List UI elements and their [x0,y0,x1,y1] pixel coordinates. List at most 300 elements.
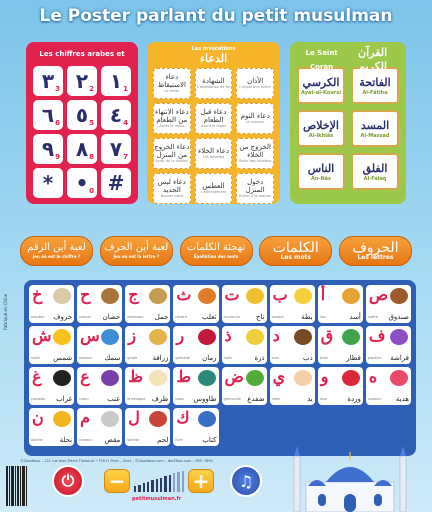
letter-word-fr: cheval [79,315,91,319]
letter-word-fr: papillon [367,356,382,360]
letter-word-fr: couronne [223,315,240,319]
numbers-panel [26,42,138,204]
letter-word-ar: نحلة [59,436,73,444]
number-symbol: ٣ [41,69,55,93]
letter-word [31,354,72,362]
dua-label-ar: دعاء الخروج من المنزل [154,143,190,159]
letter-word [31,313,72,321]
number-symbol: # [107,171,125,195]
letter-word-fr: corbeau [31,397,46,401]
letter-word [320,313,361,321]
letter-button[interactable] [173,367,218,405]
dua-label-fr: Sortir des toilettes [238,159,272,163]
volume-down-button[interactable] [104,469,130,493]
dua-label-ar: دعاء لبس الجديد [157,178,186,194]
letter-word [224,354,265,362]
brand-text: petitmusulman.fr [132,496,182,502]
letter-word-fr: rose [319,397,328,401]
number-symbol: ٥ [75,103,89,127]
letter-word-ar: رمان [202,354,217,362]
letter-word-ar: كتاب [202,436,217,444]
dua-label-ar: دعاء النوم [240,112,270,120]
mode-button[interactable] [100,236,173,266]
letter-glyph: ذ [224,326,232,345]
letter-word-fr: train [319,356,328,360]
letter-glyph: د [272,326,280,345]
dua-button[interactable] [153,173,191,204]
letter-button[interactable] [173,408,218,446]
letter-button[interactable] [318,326,363,364]
number-digit: 0 [89,187,94,195]
letter-picture-icon [390,329,408,345]
letter-glyph: ص [368,285,389,304]
letter-word-fr: ours [271,356,280,360]
mode-button[interactable] [20,236,93,266]
number-digit: 3 [55,85,60,93]
dua-label-ar: الخروج من الخلاء [239,143,271,159]
letter-glyph: ي [272,367,286,386]
letter-button[interactable] [270,285,315,323]
letter-word [368,395,409,403]
dua-label-fr: Nouvel habit [160,194,183,198]
mode-button[interactable] [259,236,332,266]
letter-word-ar: يد [307,395,313,403]
mode-buttons [20,236,412,270]
letter-word-fr: main [271,397,281,401]
letter-word-fr: mouton [31,315,45,319]
letter-word [320,354,361,362]
letter-button[interactable] [125,326,170,364]
number-key[interactable] [67,134,97,164]
letter-word-fr: cadeau [367,397,381,401]
number-digit: 4 [123,119,128,127]
surah-label-ar: الناس [307,161,335,175]
surah-label-fr: Al-Falaq [363,175,387,182]
letter-word-fr: lion [319,315,327,319]
letter-picture-icon [198,288,216,304]
letter-button[interactable] [77,326,122,364]
volume-bar [173,473,175,492]
quran-panel-header [294,46,402,73]
number-key[interactable] [67,66,97,96]
letter-word-fr: maïs [223,356,232,360]
mode-label-ar: لعبة أين الرقم [27,242,86,253]
letter-word-fr: renard [175,315,187,319]
number-key[interactable] [101,100,131,130]
letter-picture-icon [342,370,360,386]
dua-label-ar: دخول المنزل [245,178,265,194]
duas-title-ar: الدعاء [199,52,228,65]
letter-button[interactable] [173,326,218,364]
letter-glyph: ل [128,408,140,427]
dua-label-ar: دعاء الاستيقاظ [157,73,186,89]
surah-button[interactable] [297,153,345,190]
surah-button[interactable] [297,110,345,147]
letter-picture-icon [246,329,264,345]
number-key[interactable] [67,100,97,130]
letter-word-ar: طاووس [193,395,217,403]
letter-word-fr: paon [175,397,185,401]
surah-label-ar: الإخلاص [303,118,339,132]
volume-bar [151,480,153,492]
letter-glyph: س [80,326,100,345]
letter-word-ar: خروف [53,313,73,321]
dua-label-fr: L'attestation de foi [197,85,230,89]
letter-button[interactable] [366,285,411,323]
letter-picture-icon [53,329,71,345]
letter-picture-icon [294,288,312,304]
dua-label-fr: L'appel à la prière [239,85,271,89]
numbers-grid [30,64,134,200]
letter-button[interactable] [29,326,74,364]
plus-icon: + [192,469,210,493]
dua-label-fr: Avant le repas [200,124,227,128]
volume-bar [177,472,179,492]
letter-glyph: ز [128,326,136,345]
volume-bar [138,485,140,492]
number-key[interactable] [101,66,131,96]
letter-word-fr: abeille [31,438,43,442]
surah-label-ar: المسد [360,118,390,132]
surah-label-ar: الكرسي [302,75,340,89]
letters-panel [24,280,416,456]
letter-button[interactable] [318,285,363,323]
letter-glyph: خ [32,285,43,304]
duas-title-fr: Les invocations [191,46,236,52]
surah-button[interactable] [351,110,399,147]
dua-button[interactable] [195,68,233,99]
dua-button[interactable] [195,103,233,134]
letter-picture-icon [198,370,216,386]
letter-button[interactable] [29,285,74,323]
quran-grid [294,64,402,193]
letter-word [320,395,361,403]
letter-picture-icon [149,370,167,386]
mode-label-fr: Jeu où est la lettre ? [113,254,160,259]
letter-glyph: ك [176,408,190,427]
letter-word-fr: poisson [79,356,93,360]
letter-picture-icon [101,370,119,386]
letter-glyph: غ [32,367,42,386]
mode-label-ar: الكلمات [272,240,319,256]
number-symbol: ٤ [109,103,123,127]
number-symbol: * [42,171,54,195]
number-key[interactable] [33,168,63,198]
power-button[interactable] [52,465,84,497]
dua-label-ar: دعاء الخلاء [197,147,229,155]
volume-up-button[interactable] [188,469,214,493]
letter-word [79,313,120,321]
letter-picture-icon [149,411,167,427]
dua-button[interactable] [236,173,274,204]
letter-button[interactable] [125,367,170,405]
letter-button[interactable] [173,285,218,323]
volume-indicator [134,470,184,492]
dua-label-fr: Entrer à la maison [239,194,272,198]
number-key[interactable] [33,134,63,164]
volume-bar [160,478,162,492]
letter-button[interactable] [29,408,74,446]
number-symbol: ٨ [75,137,89,161]
number-symbol: ٧ [109,137,123,161]
letter-word-ar: مقص [104,436,121,444]
letter-word-ar: جمل [154,313,169,321]
surah-label-fr: Al-Ikhlâs [308,132,334,139]
letter-word-ar: بطة [301,313,313,321]
letter-glyph: ض [224,367,244,386]
number-digit: 5 [89,119,94,127]
copyright-text: ©Goodtoys – 121 rue Jean-Pierre Timbaud • 75011 Paris – Siret – ©Goodtoys.com – Ibn4Toys.com – REF. 7894 [20,459,213,463]
letter-word-ar: غراب [56,395,73,403]
letter-word-ar: فراشة [390,354,409,362]
letter-word-fr: coffre [367,315,378,319]
letter-word-fr: enveloppe [127,397,146,401]
letter-picture-icon [390,288,408,304]
letter-picture-icon [149,329,167,345]
letter-button[interactable] [29,367,74,405]
surah-label-fr: Ayat-al-Koursi [301,89,341,96]
letter-word [79,436,120,444]
letter-glyph: ت [224,285,240,304]
letter-picture-icon [390,370,408,386]
dua-label-fr: Les toilettes [202,155,225,159]
letter-word [31,436,72,444]
mode-button[interactable] [180,236,253,266]
letter-glyph: ث [176,285,192,304]
letter-word-ar: أسد [349,313,361,321]
number-key[interactable] [101,134,131,164]
number-digit: 1 [123,85,128,93]
letter-button[interactable] [222,326,267,364]
letter-word [127,313,168,321]
volume-bar [134,486,136,492]
letter-picture-icon [101,411,119,427]
letter-word [31,395,72,403]
dua-button[interactable] [236,68,274,99]
letter-word-ar: شمس [53,354,73,362]
number-key[interactable] [33,100,63,130]
letter-glyph: ش [32,326,52,345]
music-note-icon: ♫ [238,471,254,491]
letter-word [224,313,265,321]
letter-glyph: أ [320,285,326,304]
letter-word [127,436,168,444]
number-symbol: ٩ [41,137,55,161]
dua-label-fr: Le coucher [245,120,265,124]
number-digit: 7 [123,153,128,161]
letter-picture-icon [246,370,264,386]
volume-bar [164,476,166,492]
letter-picture-icon [294,329,312,345]
letter-picture-icon [342,329,360,345]
letter-button[interactable] [77,367,122,405]
letter-word [175,436,216,444]
power-icon: ⏻ [61,471,75,490]
number-symbol: ٦ [41,103,55,127]
letter-word-ar: زرافة [152,354,169,362]
letter-word-ar: سمك [104,354,121,362]
letter-word-ar: ظرف [151,395,169,403]
letter-word-fr: chameau [127,315,144,319]
letter-word [272,313,313,321]
dua-button[interactable] [195,138,233,169]
quran-title-fr: Le Saint Coran [305,49,338,71]
letter-picture-icon [101,329,119,345]
letter-button[interactable] [222,285,267,323]
letter-word-fr: grenade [175,356,190,360]
letter-picture-icon [198,411,216,427]
mode-button[interactable] [339,236,412,266]
letter-word [272,354,313,362]
letter-glyph: ج [128,285,139,304]
mode-label-ar: لعبة أين الحرف [104,242,169,253]
dua-button[interactable] [153,138,191,169]
letter-word-fr: soleil [31,356,41,360]
letter-picture-icon [53,411,71,427]
letter-button[interactable] [366,326,411,364]
letters-grid [29,285,411,446]
letter-word [175,313,216,321]
dua-label-fr: Après le repas [159,124,185,128]
surah-button[interactable] [351,153,399,190]
letter-word [127,354,168,362]
mode-label-fr: Jeu où est le chiffre ? [32,254,81,259]
letter-glyph: ق [320,326,334,345]
minus-icon: − [108,469,126,493]
letter-glyph: ف [368,326,386,345]
letter-button[interactable] [125,285,170,323]
letter-word-ar: ذرة [254,354,265,362]
number-key[interactable] [67,168,97,198]
letter-word-ar: حصان [102,313,121,321]
letter-word-ar: ثعلب [201,313,217,321]
letter-glyph: ظ [128,367,144,386]
mode-label-ar: الحروف [352,240,399,256]
letter-word [175,395,216,403]
volume-bar [182,471,184,492]
number-key[interactable] [101,168,131,198]
letter-word [175,354,216,362]
letter-word-ar: هدية [395,395,409,403]
dua-button[interactable] [236,138,274,169]
dua-button[interactable] [195,173,233,204]
letter-picture-icon [101,288,119,304]
volume-bar [147,482,149,492]
letter-word [224,395,265,403]
letter-word-fr: canard [271,315,284,319]
letter-word [368,354,409,362]
volume-bar [169,475,171,492]
letter-button[interactable] [125,408,170,446]
volume-bar [143,483,145,492]
surah-label-ar: الفاتحة [359,75,391,89]
letter-glyph: ه [368,367,378,386]
letter-picture-icon [294,370,312,386]
mode-label-fr: Épellation des mots [193,254,239,259]
letter-word-ar: عنب [107,395,121,403]
number-digit: 2 [89,85,94,93]
letter-glyph: ح [80,285,91,304]
barcode [6,466,28,506]
letter-word-ar: دب [303,354,313,362]
number-symbol: • [75,171,89,195]
mode-label-fr: Les mots [280,254,311,261]
letter-button[interactable] [77,408,122,446]
surah-label-fr: An-Nâs [310,175,332,182]
dua-label-ar: الشهادة [202,77,225,85]
duas-grid [151,66,276,206]
letter-glyph: ن [32,408,44,427]
mosque-illustration [286,446,414,512]
dua-label-ar: دعاء الانتهاء من الطعام [155,108,189,124]
letter-picture-icon [53,370,71,386]
letter-glyph: ب [272,285,288,304]
letter-word [79,354,120,362]
letter-glyph: و [320,367,329,386]
poster-title: Le Poster parlant du petit musulman [39,6,393,26]
dua-button[interactable] [236,103,274,134]
mode-label-ar: تهجئة الكلمات [186,242,246,253]
letter-word [127,395,168,403]
letter-word-ar: ضفدع [247,395,265,403]
quran-title-ar: القرآن الكريم [358,46,388,73]
duas-panel [147,42,280,204]
duas-panel-header [151,46,276,66]
letter-button[interactable] [270,367,315,405]
numbers-panel-title: Les chiffres arabes et [39,50,125,58]
letter-picture-icon [149,288,167,304]
letter-picture-icon [342,288,360,304]
letter-word-fr: girafe [127,356,138,360]
letter-picture-icon [53,288,71,304]
letter-button[interactable] [366,367,411,405]
number-key[interactable] [33,66,63,96]
letter-picture-icon [246,288,264,304]
letter-word-ar: تاج [256,313,265,321]
dua-label-fr: Le réveil [164,89,180,93]
letter-button[interactable] [270,326,315,364]
letter-word-fr: raisin [79,397,89,401]
letter-glyph: ع [80,367,90,386]
letter-word-fr: grenouille [223,397,241,401]
letter-word-ar: وردة [347,395,361,403]
surah-label-fr: Al-Fâtiha [362,89,388,96]
letter-word-ar: صندوق [388,313,409,321]
letter-word-ar: لحم [157,436,169,444]
number-digit: 9 [55,153,60,161]
letter-button[interactable] [318,367,363,405]
number-symbol: ٢ [75,69,89,93]
dua-label-ar: الأذان [247,77,264,85]
letter-word [272,395,313,403]
dua-button[interactable] [153,68,191,99]
number-digit: 8 [89,153,94,161]
letter-word-fr: livre [175,438,183,442]
letter-glyph: م [80,408,91,427]
mode-label-fr: Les lettres [357,254,394,261]
dua-button[interactable] [153,103,191,134]
dua-label-fr: L'éternuement [200,190,227,194]
music-button[interactable] [230,465,262,497]
surah-label-ar: الفلق [362,161,388,175]
letter-button[interactable] [77,285,122,323]
letter-word [368,313,409,321]
letter-glyph: ر [176,326,185,345]
quran-panel [290,42,406,204]
letter-glyph: ط [176,367,192,386]
letter-word-fr: viande [127,438,140,442]
letter-button[interactable] [222,367,267,405]
